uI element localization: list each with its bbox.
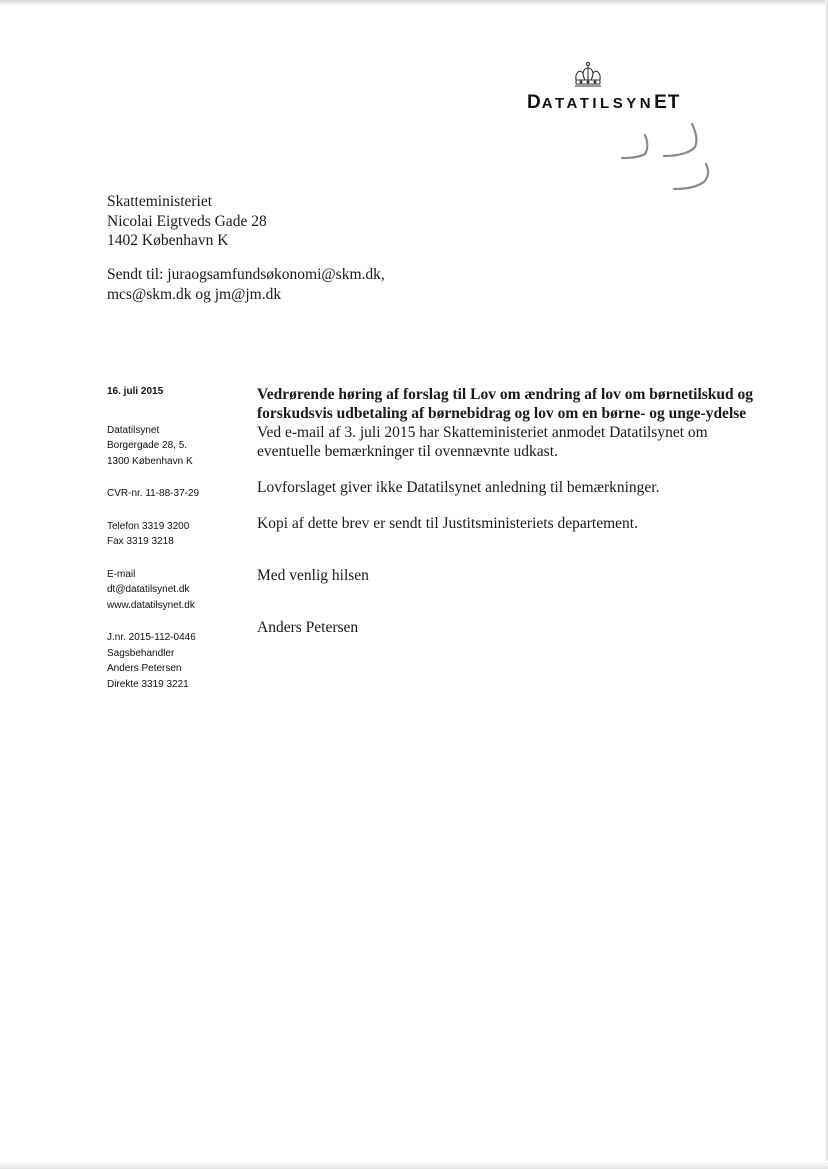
letter-body: [257, 385, 757, 637]
cvr-number: [107, 486, 247, 502]
sent-to: [107, 265, 385, 304]
recipient-street: Nicolai Eigtveds Gade 28: [107, 212, 267, 230]
email-label: E-mail: [107, 568, 136, 580]
logo-end: ET: [654, 92, 681, 113]
email-address: dt@datatilsynet.dk: [107, 584, 190, 595]
sent-to-line-2: mcs@skm.dk og jm@jm.dk: [107, 285, 282, 303]
paragraph-3: Kopi af dette brev er sendt til Justitsministeriets departement.: [257, 515, 638, 532]
logo-initial: D: [527, 92, 542, 113]
sender-city: 1300 København K: [107, 455, 193, 467]
paragraph-1: Ved e-mail af 3. juli 2015 har Skatteministeriet anmodet Datatilsynet om eventuelle bemærkninger til ovennævnte udkast.: [257, 424, 708, 460]
phone-number: Telefon 3319 3200: [107, 520, 190, 532]
closing: Med venlig hilsen: [257, 567, 369, 584]
direct-phone: Direkte 3319 3221: [107, 678, 189, 690]
logo-wordmark: [527, 92, 680, 114]
contact-block: [107, 567, 247, 614]
case-block: [107, 630, 247, 692]
case-handler-name: Anders Petersen: [107, 663, 182, 674]
signature: Anders Petersen: [257, 619, 359, 636]
scan-bottom-edge: [0, 1161, 828, 1169]
handwritten-check-marks: [618, 120, 728, 200]
letter-subject: Vedrørende høring af forslag til Lov om ændring af lov om børnetilskud og forskudsvis udbetaling af børnebidrag og lov om en børne- og unge-ydelse: [257, 386, 754, 422]
phone-block: [107, 519, 247, 550]
sent-to-line-1: Sendt til: juraogsamfundsøkonomi@skm.dk,: [107, 266, 385, 283]
scan-top-edge: [0, 0, 828, 6]
logo-rest: ATATILSYN: [541, 95, 655, 112]
sender-street: Borgergade 28, 5.: [107, 440, 188, 451]
sender-name: Datatilsynet: [107, 424, 160, 436]
case-number: J.nr. 2015-112-0446: [107, 632, 196, 643]
recipient-name: Skatteministeriet: [107, 193, 213, 210]
sender-sidebar: [107, 384, 247, 709]
recipient-address: [107, 192, 267, 251]
letter-date: 16. juli 2015: [107, 386, 164, 397]
case-handler-label: Sagsbehandler: [107, 647, 175, 659]
paragraph-2: Lovforslaget giver ikke Datatilsynet anledning til bemærkninger.: [257, 479, 660, 496]
website: www.datatilsynet.dk: [107, 599, 195, 611]
fax-number: Fax 3319 3218: [107, 536, 174, 547]
sender-address: [107, 423, 247, 470]
cvr-text: CVR-nr. 11-88-37-29: [107, 488, 200, 499]
crown-icon: [571, 61, 605, 91]
recipient-city: 1402 København K: [107, 232, 229, 249]
